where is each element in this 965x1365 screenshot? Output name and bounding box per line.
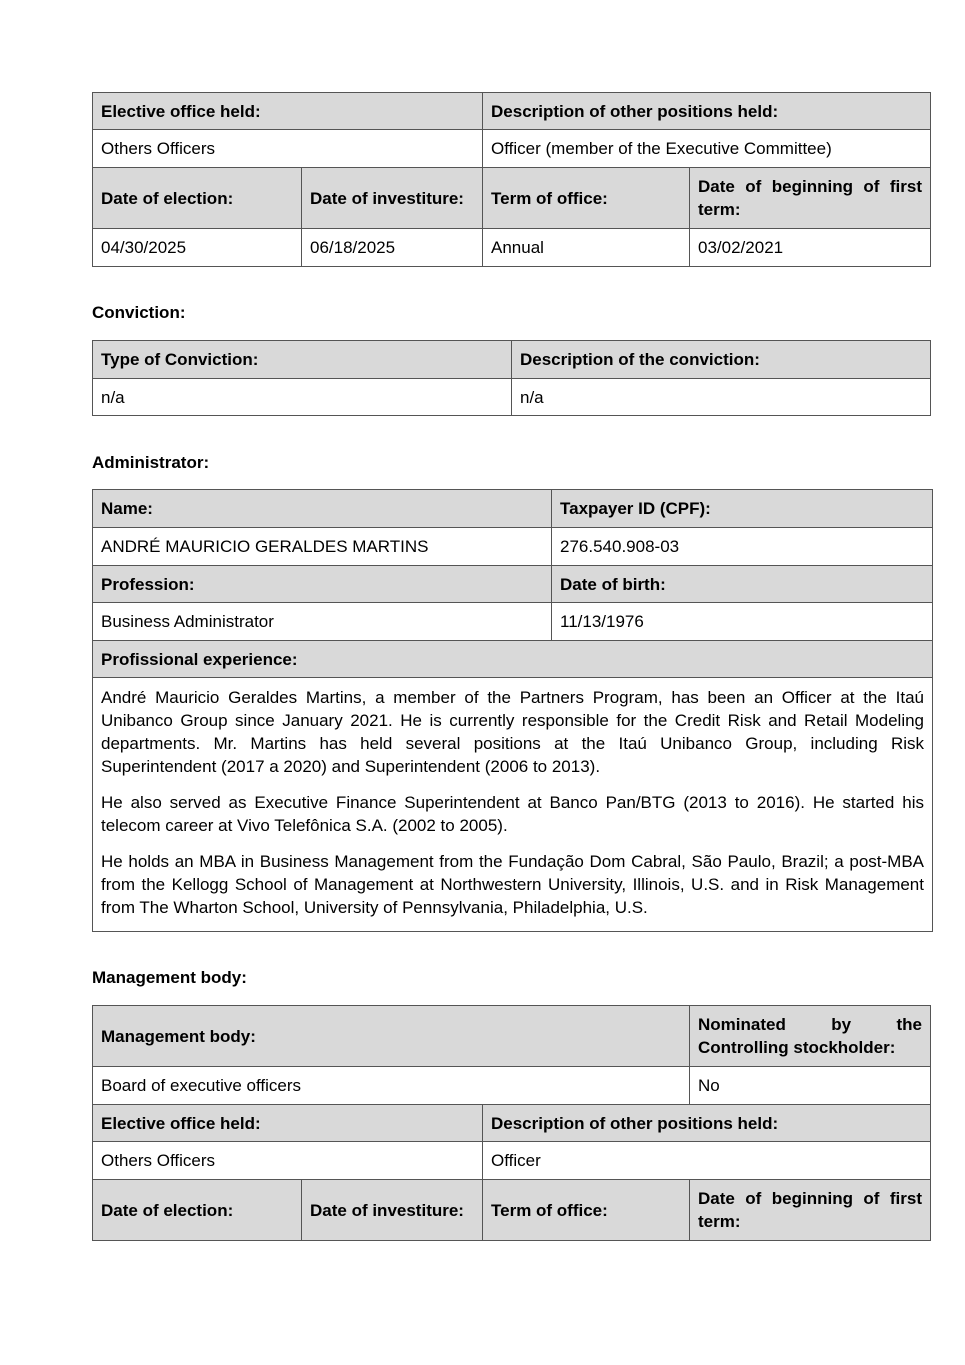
elective-office-value: Others Officers	[93, 130, 483, 168]
term-of-office-header: Term of office:	[483, 168, 690, 229]
conviction-table	[92, 340, 931, 416]
elective-office-value: Others Officers	[93, 1142, 483, 1180]
name-value: ANDRÉ MAURICIO GERALDES MARTINS	[93, 528, 552, 566]
experience-text	[93, 678, 933, 932]
profession-value: Business Administrator	[93, 603, 552, 641]
election-date-header: Date of election:	[93, 168, 302, 229]
conviction-description-header: Description of the conviction:	[512, 341, 931, 379]
election-date-value: 04/30/2025	[93, 229, 302, 267]
other-positions-header: Description of other positions held:	[483, 93, 931, 130]
birth-date-value: 11/13/1976	[552, 603, 933, 641]
office-table-1	[92, 92, 931, 267]
cpf-value: 276.540.908-03	[552, 528, 933, 566]
term-of-office-value: Annual	[483, 229, 690, 267]
conviction-label: Conviction:	[92, 303, 186, 322]
other-positions-value: Officer (member of the Executive Committee)	[483, 130, 931, 168]
nominated-header-line: Nominated by the	[698, 1015, 923, 1034]
experience-paragraph: André Mauricio Geraldes Martins, a member of the Partners Program, has been an Officer at the Itaú Unibanco Group since January 2021. He is currently responsible for the Credit Risk and Retail Modeling departments. Mr. Martins has held several positions at the Itaú Unibanco Group, including Risk Superintendent (2017 a 2020) and Superintendent (2006 to 2013).	[101, 688, 924, 776]
birth-date-header: Date of birth:	[552, 566, 933, 603]
profession-header: Profession:	[93, 566, 552, 603]
other-positions-header: Description of other positions held:	[483, 1105, 931, 1142]
elective-office-header: Elective office held:	[93, 1105, 483, 1142]
election-date-header: Date of election:	[93, 1180, 302, 1241]
first-term-header: Date of beginning of first term:	[690, 168, 931, 229]
investiture-date-value: 06/18/2025	[302, 229, 483, 267]
first-term-value: 03/02/2021	[690, 229, 931, 267]
name-header: Name:	[93, 490, 552, 528]
cpf-header: Taxpayer ID (CPF):	[552, 490, 933, 528]
investiture-date-header: Date of investiture:	[302, 168, 483, 229]
management-body-value: Board of executive officers	[93, 1067, 690, 1105]
investiture-date-header: Date of investiture:	[302, 1180, 483, 1241]
management-body-label: Management body:	[92, 968, 247, 987]
first-term-header: Date of beginning of first term:	[690, 1180, 931, 1241]
experience-paragraph: He also served as Executive Finance Superintendent at Banco Pan/BTG (2013 to 2016). He started his telecom career at Vivo Telefônica S.A. (2002 to 2005).	[101, 793, 924, 835]
conviction-type-value: n/a	[93, 379, 512, 416]
administrator-table	[92, 489, 933, 932]
elective-office-header: Elective office held:	[93, 93, 483, 130]
administrator-label: Administrator:	[92, 453, 210, 472]
management-table	[92, 1005, 931, 1241]
conviction-type-header: Type of Conviction:	[93, 341, 512, 379]
term-of-office-header: Term of office:	[483, 1180, 690, 1241]
experience-header: Profissional experience:	[93, 641, 933, 678]
nominated-header	[690, 1006, 931, 1067]
other-positions-value: Officer	[483, 1142, 931, 1180]
nominated-header-line: Controlling stockholder:	[698, 1038, 896, 1057]
experience-paragraph: He holds an MBA in Business Management from the Fundação Dom Cabral, São Paulo, Brazil; a post-MBA from the Kellogg School of Management at Northwestern University, Illinois, U.S. and in Risk Management from The Wharton School, University of Pennsylvania, Philadelphia, U.S.	[101, 852, 924, 917]
management-body-header: Management body:	[93, 1006, 690, 1067]
conviction-description-value: n/a	[512, 379, 931, 416]
nominated-value: No	[690, 1067, 931, 1105]
